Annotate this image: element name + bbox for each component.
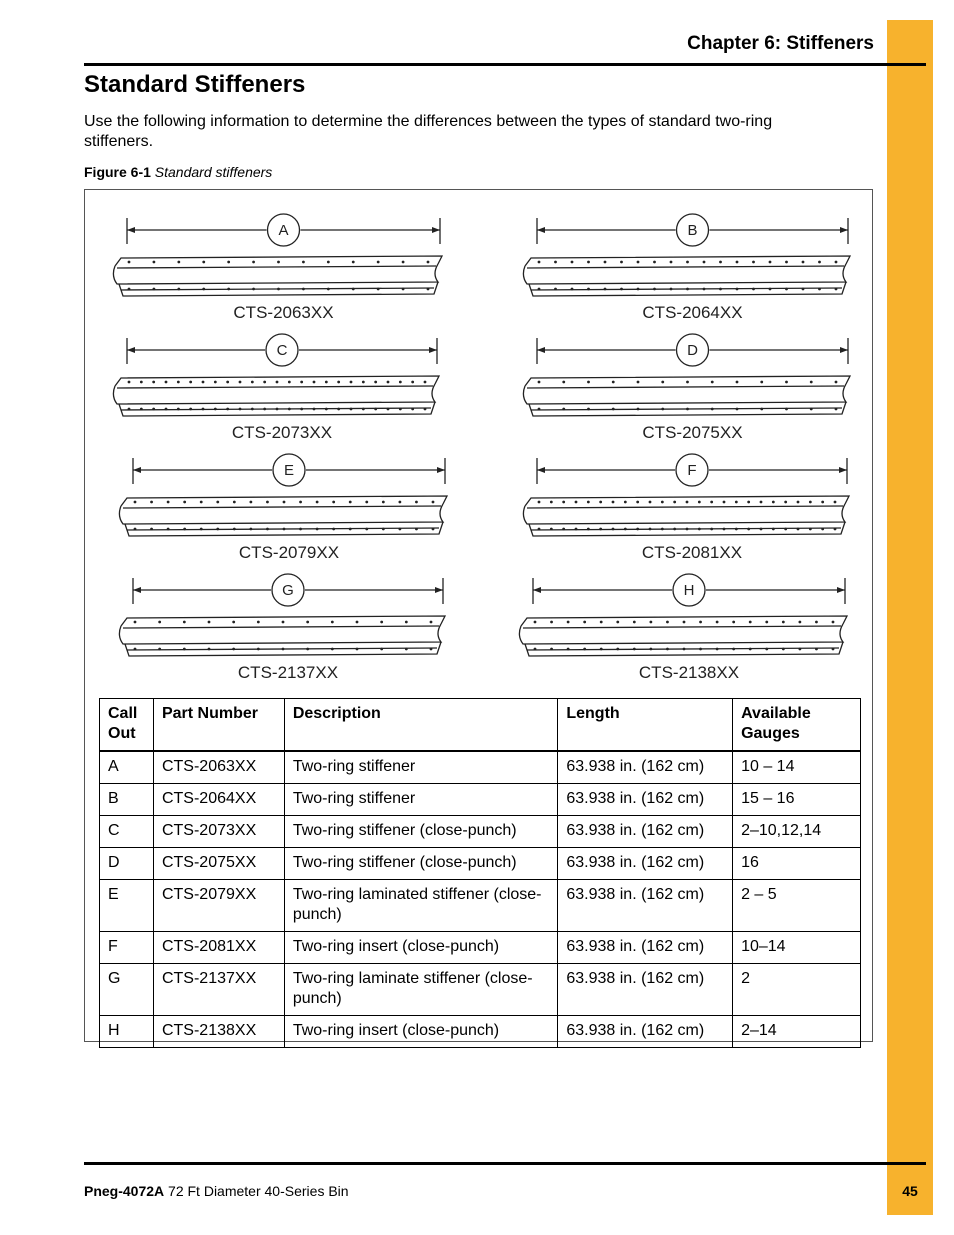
- cell-description: Two-ring laminated stiffener (close-punch): [284, 880, 558, 932]
- cell-gauges: 10–14: [733, 932, 861, 964]
- cell-callout: F: [100, 932, 154, 964]
- callout-letter: B: [687, 222, 698, 239]
- cell-callout: H: [100, 1016, 154, 1048]
- cell-length: 63.938 in. (162 cm): [558, 964, 733, 1016]
- cell-callout: B: [100, 784, 154, 816]
- part-label: CTS-2064XX: [642, 303, 743, 322]
- callout-letter: C: [276, 342, 288, 359]
- cell-part-number: CTS-2073XX: [153, 816, 284, 848]
- cell-part-number: CTS-2138XX: [153, 1016, 284, 1048]
- cell-part-number: CTS-2079XX: [153, 880, 284, 932]
- stiffener-drawing: [523, 454, 849, 562]
- cell-length: 63.938 in. (162 cm): [558, 784, 733, 816]
- cell-gauges: 2 – 5: [733, 880, 861, 932]
- figure-number: Figure 6-1: [84, 164, 151, 180]
- header-rule: [84, 63, 926, 66]
- footer-document: [84, 1183, 349, 1199]
- cell-gauges: 10 – 14: [733, 751, 861, 784]
- col-header-callout: Call Out: [100, 699, 154, 752]
- cell-description: Two-ring laminate stiffener (close-punch): [284, 964, 558, 1016]
- cell-description: Two-ring stiffener (close-punch): [284, 848, 558, 880]
- cell-callout: C: [100, 816, 154, 848]
- cell-length: 63.938 in. (162 cm): [558, 848, 733, 880]
- cell-length: 63.938 in. (162 cm): [558, 751, 733, 784]
- cell-description: Two-ring stiffener: [284, 751, 558, 784]
- cell-part-number: CTS-2081XX: [153, 932, 284, 964]
- cell-gauges: 16: [733, 848, 861, 880]
- part-label: CTS-2081XX: [641, 543, 743, 562]
- cell-length: 63.938 in. (162 cm): [558, 880, 733, 932]
- part-label: CTS-2075XX: [642, 423, 743, 442]
- footer-doc-number: Pneg-4072A: [84, 1183, 165, 1199]
- cell-gauges: 2–14: [733, 1016, 861, 1048]
- table-row: [100, 784, 861, 816]
- part-label: CTS-2079XX: [238, 543, 340, 562]
- cell-callout: G: [100, 964, 154, 1016]
- cell-description: Two-ring stiffener (close-punch): [284, 816, 558, 848]
- figure-box: [84, 189, 873, 1042]
- table-row: [100, 1016, 861, 1048]
- cell-callout: D: [100, 848, 154, 880]
- callout-letter: E: [283, 462, 295, 479]
- cell-description: Two-ring stiffener: [284, 784, 558, 816]
- footer-doc-title: 72 Ft Diameter 40-Series Bin: [168, 1183, 349, 1199]
- part-label: CTS-2137XX: [237, 663, 339, 682]
- cell-gauges: 15 – 16: [733, 784, 861, 816]
- col-header-part-number: Part Number: [153, 699, 284, 752]
- parts-table: [99, 698, 861, 1048]
- cell-gauges: 2–10,12,14: [733, 816, 861, 848]
- stiffener-drawing: [523, 334, 850, 442]
- stiffener-drawing: [113, 334, 439, 442]
- cell-callout: A: [100, 751, 154, 784]
- footer-rule: [84, 1162, 926, 1165]
- cell-length: 63.938 in. (162 cm): [558, 1016, 733, 1048]
- callout-letter: H: [683, 582, 695, 599]
- chapter-side-bar: [887, 20, 933, 1215]
- callout-letter: G: [282, 582, 294, 599]
- table-row: [100, 932, 861, 964]
- callout-letter: F: [687, 462, 697, 479]
- table-row: [100, 880, 861, 932]
- stiffener-drawing: [119, 574, 445, 682]
- intro-paragraph: Use the following information to determine the differences between the types of standard two-ring stiffeners.: [84, 113, 773, 150]
- figure-caption-text: Standard stiffeners: [154, 164, 273, 180]
- part-label: CTS-2138XX: [638, 663, 740, 682]
- stiffener-drawing: [113, 214, 442, 322]
- col-header-length: Length: [558, 699, 733, 752]
- callout-letter: D: [687, 342, 698, 359]
- callout-letter: A: [278, 222, 289, 239]
- stiffener-drawing: [119, 454, 447, 562]
- cell-part-number: CTS-2137XX: [153, 964, 284, 1016]
- col-header-description: Description: [284, 699, 558, 752]
- cell-callout: E: [100, 880, 154, 932]
- figure-caption: [84, 164, 272, 180]
- cell-description: Two-ring insert (close-punch): [284, 1016, 558, 1048]
- stiffener-drawing: [523, 214, 850, 322]
- table-row: [100, 751, 861, 784]
- part-label: CTS-2063XX: [233, 303, 334, 322]
- stiffener-drawing: [519, 574, 847, 682]
- part-label: CTS-2073XX: [231, 423, 333, 442]
- stiffener-drawings: [85, 190, 872, 690]
- page-number: 45: [902, 1183, 918, 1199]
- cell-description: Two-ring insert (close-punch): [284, 932, 558, 964]
- cell-length: 63.938 in. (162 cm): [558, 816, 733, 848]
- chapter-title: Chapter 6: Stiffeners: [687, 33, 874, 54]
- cell-part-number: CTS-2063XX: [153, 751, 284, 784]
- page-title: Standard Stiffeners: [84, 71, 306, 98]
- cell-part-number: CTS-2075XX: [153, 848, 284, 880]
- table-row: [100, 816, 861, 848]
- table-header-row: [100, 699, 861, 752]
- table-row: [100, 848, 861, 880]
- cell-part-number: CTS-2064XX: [153, 784, 284, 816]
- col-header-gauges: Available Gauges: [733, 699, 861, 752]
- cell-length: 63.938 in. (162 cm): [558, 932, 733, 964]
- table-row: [100, 964, 861, 1016]
- cell-gauges: 2: [733, 964, 861, 1016]
